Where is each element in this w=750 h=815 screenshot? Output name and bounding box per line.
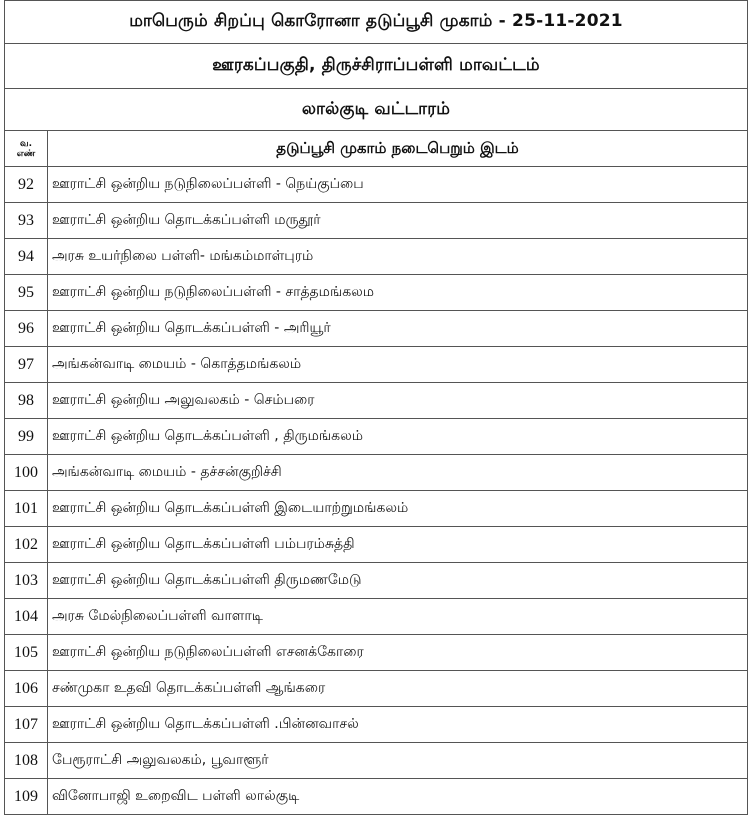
block-title: லால்குடி வட்டாரம்	[5, 89, 748, 131]
table-row	[5, 491, 748, 527]
row-place: அரசு உயர்நிலை பள்ளி- மங்கம்மாள்புரம்	[48, 239, 748, 275]
row-place: ஊராட்சி ஒன்றிய தொடக்கப்பள்ளி பம்பரம்சுத்தி	[48, 527, 748, 563]
row-number: 105	[5, 635, 48, 671]
serial-column-header	[5, 131, 48, 167]
row-place: ஊராட்சி ஒன்றிய நடுநிலைப்பள்ளி எசனக்கோரை	[48, 635, 748, 671]
camp-table	[4, 0, 748, 815]
vaccination-camp-sheet	[4, 0, 747, 805]
row-place: அரசு மேல்நிலைப்பள்ளி வாளாடி	[48, 599, 748, 635]
row-number: 102	[5, 527, 48, 563]
row-place: ஊராட்சி ஒன்றிய தொடக்கப்பள்ளி .பின்னவாசல்	[48, 707, 748, 743]
row-place: ஊராட்சி ஒன்றிய அலுவலகம் - செம்பரை	[48, 383, 748, 419]
district-title: ஊரகப்பகுதி, திருச்சிராப்பள்ளி மாவட்டம்	[5, 44, 748, 89]
row-number: 95	[5, 275, 48, 311]
row-number: 106	[5, 671, 48, 707]
row-number: 92	[5, 167, 48, 203]
row-place: ஊராட்சி ஒன்றிய தொடக்கப்பள்ளி மருதூர்	[48, 203, 748, 239]
table-row	[5, 275, 748, 311]
row-number: 94	[5, 239, 48, 275]
table-row	[5, 743, 748, 779]
row-place: பேரூராட்சி அலுவலகம், பூவாளூர்	[48, 743, 748, 779]
table-row	[5, 203, 748, 239]
row-number: 107	[5, 707, 48, 743]
table-row	[5, 167, 748, 203]
row-place: ஊராட்சி ஒன்றிய தொடக்கப்பள்ளி , திருமங்கலம்	[48, 419, 748, 455]
table-row	[5, 311, 748, 347]
title-row	[5, 1, 748, 44]
row-number: 108	[5, 743, 48, 779]
serial-header-line2: எண்	[16, 148, 36, 159]
row-place: ஊராட்சி ஒன்றிய தொடக்கப்பள்ளி திருமணமேடு	[48, 563, 748, 599]
table-row	[5, 671, 748, 707]
table-row	[5, 635, 748, 671]
row-place: ஊராட்சி ஒன்றிய தொடக்கப்பள்ளி - அரியூர்	[48, 311, 748, 347]
row-place: ஊராட்சி ஒன்றிய நடுநிலைப்பள்ளி - சாத்தமங்கலம	[48, 275, 748, 311]
row-number: 98	[5, 383, 48, 419]
row-place: சண்முகா உதவி தொடக்கப்பள்ளி ஆங்கரை	[48, 671, 748, 707]
row-number: 104	[5, 599, 48, 635]
row-number: 100	[5, 455, 48, 491]
table-row	[5, 707, 748, 743]
row-place: அங்கன்வாடி மையம் - கொத்தமங்கலம்	[48, 347, 748, 383]
row-number: 97	[5, 347, 48, 383]
serial-header-line1: வ.	[19, 138, 33, 149]
table-row	[5, 779, 748, 815]
row-number: 109	[5, 779, 48, 815]
column-header-row	[5, 131, 748, 167]
place-column-header: தடுப்பூசி முகாம் நடைபெறும் இடம்	[48, 131, 748, 167]
page-title: மாபெரும் சிறப்பு கொரோனா தடுப்பூசி முகாம் - 25-11-2021	[5, 1, 748, 44]
table-row	[5, 383, 748, 419]
table-row	[5, 419, 748, 455]
row-number: 96	[5, 311, 48, 347]
row-number: 99	[5, 419, 48, 455]
table-row	[5, 347, 748, 383]
row-place: அங்கன்வாடி மையம் - தச்சன்குறிச்சி	[48, 455, 748, 491]
table-row	[5, 563, 748, 599]
row-place: ஊராட்சி ஒன்றிய நடுநிலைப்பள்ளி - நெய்குப்பை	[48, 167, 748, 203]
table-row	[5, 599, 748, 635]
table-row	[5, 527, 748, 563]
subtitle-row	[5, 44, 748, 89]
table-row	[5, 455, 748, 491]
row-place: வினோபாஜி உறைவிட பள்ளி லால்குடி	[48, 779, 748, 815]
table-row	[5, 239, 748, 275]
block-row	[5, 89, 748, 131]
row-place: ஊராட்சி ஒன்றிய தொடக்கப்பள்ளி இடையாற்றுமங்கலம்	[48, 491, 748, 527]
row-number: 93	[5, 203, 48, 239]
row-number: 101	[5, 491, 48, 527]
row-number: 103	[5, 563, 48, 599]
